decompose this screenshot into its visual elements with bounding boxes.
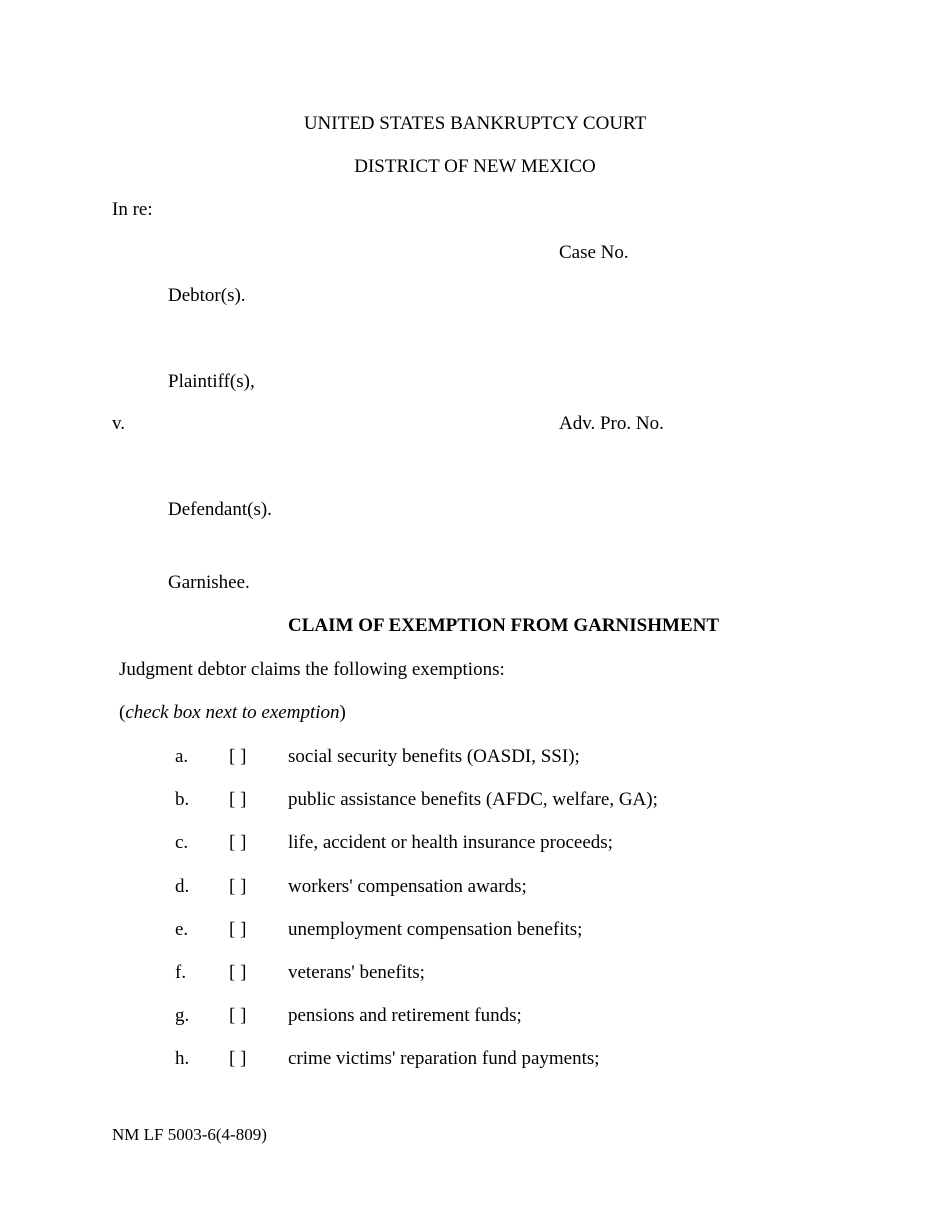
exemption-text: veterans' benefits; [288,962,425,983]
exemption-letter: h. [175,1048,190,1069]
exemption-text: life, accident or health insurance proceeds; [288,832,613,853]
exemption-checkbox[interactable]: [ ] [229,832,247,853]
plaintiff-label: Plaintiff(s), [168,371,255,392]
versus-label: v. [112,413,126,434]
exemption-letter: c. [175,832,189,853]
exemption-letter: f. [175,962,187,983]
exemption-text: unemployment compensation benefits; [288,919,583,940]
exemption-letter: g. [175,1005,190,1026]
exemption-text: public assistance benefits (AFDC, welfare, GA); [288,789,658,810]
instruction-open-paren: ( [119,702,126,723]
district-name: DISTRICT OF NEW MEXICO [354,156,596,177]
exemption-letter: d. [175,876,190,897]
exemption-letter: e. [175,919,189,940]
exemption-letter: b. [175,789,190,810]
exemption-text: social security benefits (OASDI, SSI); [288,746,580,767]
instruction-italic: check box next to exemption [125,702,340,723]
adv-pro-label: Adv. Pro. No. [559,413,664,434]
garnishee-label: Garnishee. [168,572,250,593]
instruction-text [119,703,346,722]
exemption-letter: a. [175,746,189,767]
exemption-checkbox[interactable]: [ ] [229,919,247,940]
form-id-footer: NM LF 5003-6(4-809) [112,1125,267,1144]
exemption-checkbox[interactable]: [ ] [229,1048,247,1069]
exemption-checkbox[interactable]: [ ] [229,962,247,983]
defendant-label: Defendant(s). [168,499,272,520]
exemption-checkbox[interactable]: [ ] [229,789,247,810]
debtor-label: Debtor(s). [168,285,246,306]
intro-text: Judgment debtor claims the following exemptions: [119,659,505,680]
court-name: UNITED STATES BANKRUPTCY COURT [303,113,647,134]
exemption-checkbox[interactable]: [ ] [229,876,247,897]
exemption-text: pensions and retirement funds; [288,1005,522,1026]
exemption-checkbox[interactable]: [ ] [229,746,247,767]
exemption-checkbox[interactable]: [ ] [229,1005,247,1026]
form-title: CLAIM OF EXEMPTION FROM GARNISHMENT [288,615,720,636]
exemption-text: crime victims' reparation fund payments; [288,1048,600,1069]
case-no-label: Case No. [559,242,629,263]
exemption-text: workers' compensation awards; [288,876,527,897]
in-re-label: In re: [112,199,153,220]
instruction-close-paren: ) [339,702,346,723]
